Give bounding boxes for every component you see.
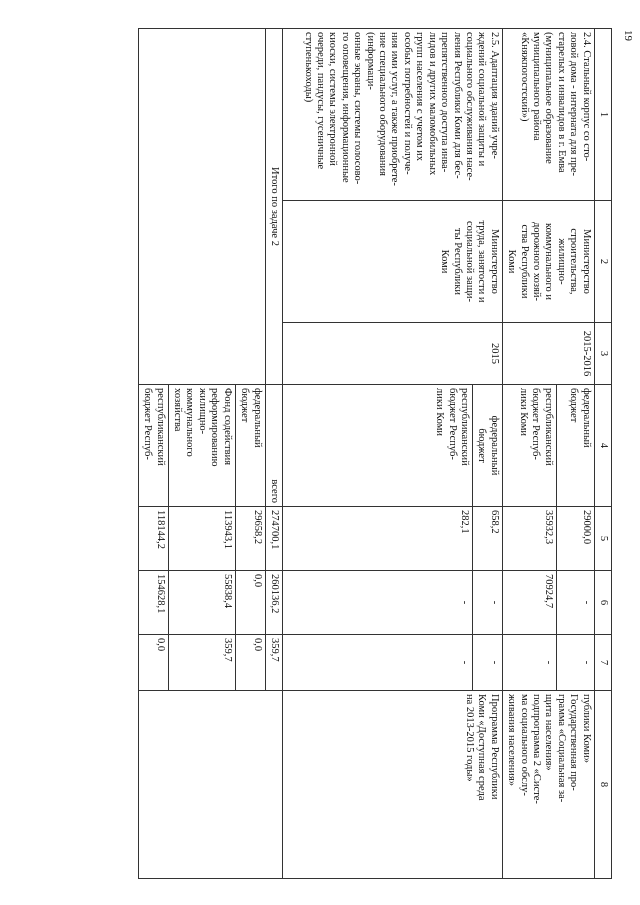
value-2017: - bbox=[282, 635, 472, 691]
totals-2017: 0,0 bbox=[138, 635, 168, 691]
budget-table bbox=[138, 28, 612, 879]
value-2016: - bbox=[282, 571, 472, 635]
executor: Министерство строительства, жилищно- коммунального и дорожного хозяй- ства Республики Коми bbox=[502, 201, 594, 323]
funding-source: федеральный бюджет bbox=[556, 385, 594, 507]
item-description: 2.5. Адаптация зданий учре- ждений социальной защиты и социального обслуживания насе- ления Республики Коми для бес- препятственного доступа инва- лидов и других маломобильных групп населения с учетом их особых потребностей и получе- ния ими услуг, а также приобрете- ние специального оборудования (информаци- онные экраны, системы голосово- го оповещения, информационные киоски, системы электронной очереди, пандусы, гусеничные ступенькоходы) bbox=[282, 29, 502, 201]
col-header-4: 4 bbox=[594, 385, 611, 507]
totals-2015: 113943,1 bbox=[168, 507, 235, 571]
totals-2017: 359,7 bbox=[168, 635, 235, 691]
col-header-7: 7 bbox=[594, 635, 611, 691]
totals-2015: 29658,2 bbox=[235, 507, 265, 571]
program-name: Программа Республики Коми «Доступная среда на 2013-2015 годы» bbox=[282, 691, 502, 879]
page-number: 19 bbox=[622, 30, 634, 41]
value-2017: - bbox=[472, 635, 502, 691]
value-2015: 282,1 bbox=[282, 507, 472, 571]
table-row bbox=[556, 29, 594, 879]
funding-source: республиканский бюджет Респуб- лики Коми bbox=[502, 385, 556, 507]
totals-2016: 260136,2 bbox=[265, 571, 282, 635]
value-2016: - bbox=[556, 571, 594, 635]
col-header-3: 3 bbox=[594, 323, 611, 385]
totals-empty bbox=[138, 29, 265, 385]
value-2015: 35932,3 bbox=[502, 507, 556, 571]
col-header-2: 2 bbox=[594, 201, 611, 323]
totals-2015: 118144,2 bbox=[138, 507, 168, 571]
col-header-8: 8 bbox=[594, 691, 611, 879]
col-header-5: 5 bbox=[594, 507, 611, 571]
program-text: Государственная про- грамма «Социальная за- щита населения» подпрограмма 2 «Систе- ма социального обслу- живания населения» bbox=[506, 694, 580, 804]
top-continuation: публики Коми» bbox=[580, 694, 592, 764]
table-row bbox=[472, 29, 502, 879]
funding-source: федеральный бюджет bbox=[472, 385, 502, 507]
executor: Министерство труда, занятости и социальной защи- ты Республики Коми bbox=[282, 201, 502, 323]
totals-source: федеральный бюджет bbox=[235, 385, 265, 507]
totals-2016: 55838,4 bbox=[168, 571, 235, 635]
totals-source: Фонд содействия реформированию жилищно- коммунального хозяйства bbox=[168, 385, 235, 507]
funding-source: республиканский бюджет Респуб- лики Коми bbox=[282, 385, 472, 507]
value-2015: 29000,0 bbox=[556, 507, 594, 571]
rotated-table-region bbox=[82, 28, 612, 878]
period: 2015 bbox=[282, 323, 502, 385]
value-2016: 70924,7 bbox=[502, 571, 556, 635]
col-header-6: 6 bbox=[594, 571, 611, 635]
totals-2016: 154628,1 bbox=[138, 571, 168, 635]
totals-2017: 359,7 bbox=[265, 635, 282, 691]
totals-source: всего bbox=[265, 385, 282, 507]
value-2016: - bbox=[472, 571, 502, 635]
totals-program-empty bbox=[138, 691, 282, 879]
totals-2016: 0,0 bbox=[235, 571, 265, 635]
value-2017: - bbox=[502, 635, 556, 691]
totals-source: республиканский бюджет Респуб- bbox=[138, 385, 168, 507]
totals-2015: 274700,1 bbox=[265, 507, 282, 571]
item-description: 2.4. Стальный корпус со сто- ловой дома - интерната для пре- старелых и инвалидов в г. Емва (муниципальное образование муниципального района «Княжпогостский») bbox=[502, 29, 594, 201]
program-name bbox=[502, 691, 594, 879]
period: 2015-2016 bbox=[502, 323, 594, 385]
totals-row bbox=[265, 29, 282, 879]
col-header-1: 1 bbox=[594, 29, 611, 201]
value-2015: 658,2 bbox=[472, 507, 502, 571]
header-row bbox=[594, 29, 611, 879]
totals-label: Итого по задаче 2 bbox=[265, 29, 282, 385]
totals-2017: 0,0 bbox=[235, 635, 265, 691]
value-2017: - bbox=[556, 635, 594, 691]
